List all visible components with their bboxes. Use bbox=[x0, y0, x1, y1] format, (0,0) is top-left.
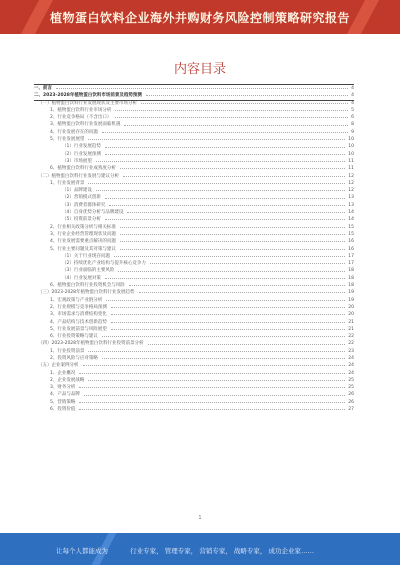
toc-leader-dots bbox=[141, 103, 348, 104]
report-title: 植物蛋白饮料企业海外并购财务风险控制策略研究报告 bbox=[49, 11, 350, 25]
toc-leader-dots bbox=[115, 117, 348, 118]
toc-leader-dots bbox=[102, 336, 345, 337]
toc-entry-title: 4、产品结构与技术创新趋势 bbox=[50, 319, 107, 325]
toc-entry-title: 2、投资风险与应对策略 bbox=[50, 355, 98, 361]
toc-entry-page: 17 bbox=[348, 253, 354, 259]
toc-entry-title: 4、产品与品牌 bbox=[50, 392, 80, 398]
toc-entry-page: 4 bbox=[351, 100, 354, 106]
footer-slogan: 让每个人都能成为 行业专家， 管理专家， 营销专家， 战略专家， 成功企业家…… bbox=[56, 547, 314, 555]
toc-entry[interactable] bbox=[34, 194, 354, 201]
toc-entry-page: 18 bbox=[348, 283, 354, 289]
toc-entry[interactable] bbox=[34, 297, 354, 304]
toc-entry-title: 5、行业主要问题及其对策与建议 bbox=[50, 246, 116, 252]
toc-entry[interactable] bbox=[34, 267, 354, 274]
toc-entry-page: 17 bbox=[348, 261, 354, 267]
toc-leader-dots bbox=[111, 307, 345, 308]
toc-entry-page: 18 bbox=[348, 275, 354, 281]
toc-leader-dots bbox=[106, 300, 345, 301]
toc-entry-page: 13 bbox=[348, 202, 354, 208]
toc-leader-dots bbox=[79, 387, 345, 388]
toc-entry[interactable] bbox=[34, 333, 354, 340]
toc-entry[interactable] bbox=[34, 107, 354, 114]
toc-entry[interactable] bbox=[34, 377, 354, 384]
toc-leader-dots bbox=[150, 263, 345, 264]
toc-entry[interactable] bbox=[34, 231, 354, 238]
toc-entry-title: 4、行业发展需要重点解决的问题 bbox=[50, 239, 116, 245]
toc-entry-page: 5 bbox=[351, 107, 354, 113]
toc-entry-title: 一、前言 bbox=[34, 86, 52, 91]
toc-entry[interactable] bbox=[34, 340, 354, 347]
toc-entry[interactable] bbox=[34, 121, 354, 128]
toc-entry-page: 6 bbox=[351, 115, 354, 121]
toc-entry-page: 12 bbox=[348, 173, 354, 179]
toc-leader-dots bbox=[105, 198, 345, 199]
toc-entry[interactable] bbox=[34, 238, 354, 245]
toc-entry-title: （四）2023-2028年植物蛋白饮料行业投资前景分析 bbox=[38, 341, 144, 347]
toc-leader-dots bbox=[118, 271, 345, 272]
toc-entry[interactable] bbox=[34, 260, 354, 267]
toc-entry-page: 11 bbox=[348, 166, 354, 172]
toc-section-rule bbox=[34, 100, 354, 101]
toc-entry-page: 12 bbox=[348, 180, 354, 186]
toc-leader-dots bbox=[127, 212, 345, 213]
toc-leader-dots bbox=[83, 365, 346, 366]
toc-entry-title: 1、行业发展背景 bbox=[50, 180, 85, 186]
toc-leader-dots bbox=[114, 256, 345, 257]
toc-leader-dots bbox=[111, 329, 345, 330]
toc-entry-title: （三）2023-2028年植物蛋白饮料行业发展趋势 bbox=[38, 290, 135, 296]
toc-entry-page: 10 bbox=[348, 137, 354, 143]
toc-entry[interactable] bbox=[34, 362, 354, 369]
toc-entry[interactable] bbox=[34, 275, 354, 282]
toc-entry-title: （3）行业面临的主要风险 bbox=[62, 268, 115, 274]
footer-item: 行业专家 bbox=[130, 547, 157, 555]
toc-entry-title: 4、行业发展存在的问题 bbox=[50, 129, 98, 135]
toc-entry-page: 24 bbox=[348, 363, 354, 369]
toc-entry-title: （4）行业发展对策 bbox=[62, 275, 101, 281]
toc-entry-title: 3、市场需求与消费结构变化 bbox=[50, 312, 107, 318]
toc-entry-page: 26 bbox=[348, 392, 354, 398]
toc-entry-page: 19 bbox=[348, 290, 354, 296]
toc-entry-page: 10 bbox=[348, 151, 354, 157]
toc-entry-title: （3）消费者群体研究 bbox=[62, 202, 106, 208]
toc-entry-title: 3、植物蛋白饮料行业发展面临机遇 bbox=[50, 122, 121, 128]
toc-entry-page: 16 bbox=[348, 246, 354, 252]
toc-entry-title: 3、财务分析 bbox=[50, 385, 76, 391]
footer-slogan-lead: 让每个人都能成为 bbox=[56, 547, 108, 555]
toc-entry-page: 12 bbox=[348, 188, 354, 194]
toc-entry[interactable] bbox=[34, 114, 354, 121]
toc-entry[interactable] bbox=[34, 180, 354, 187]
toc-entry-title: 6、植物蛋白饮料行业成熟度分析 bbox=[50, 166, 116, 172]
toc-entry[interactable] bbox=[34, 158, 354, 165]
toc-entry[interactable] bbox=[34, 92, 354, 99]
toc-entry-title: 5、行业发展前景与风险展望 bbox=[50, 326, 107, 332]
footer-item: 管理专家 bbox=[164, 547, 191, 555]
toc-leader-dots bbox=[105, 219, 345, 220]
toc-leader-dots bbox=[79, 409, 345, 410]
toc-entry-page: 22 bbox=[348, 341, 354, 347]
toc-leader-dots bbox=[120, 249, 345, 250]
toc-entry-page: 10 bbox=[348, 144, 354, 150]
toc-heading: 内容目录 bbox=[173, 62, 226, 77]
toc-entry-page: 22 bbox=[348, 334, 354, 340]
toc-entry[interactable] bbox=[34, 224, 354, 231]
toc-entry-page: 21 bbox=[348, 326, 354, 332]
toc-entry[interactable] bbox=[34, 304, 354, 311]
toc-entry[interactable] bbox=[34, 85, 354, 92]
toc-leader-dots bbox=[79, 373, 345, 374]
toc-leader-dots bbox=[84, 395, 345, 396]
footer-item: 成功企业家…… bbox=[268, 547, 314, 555]
toc-entry-page: 23 bbox=[348, 348, 354, 354]
toc-entry-title: 6、行业投资策略与建议 bbox=[50, 334, 98, 340]
toc-entry-page: 13 bbox=[348, 195, 354, 201]
toc-leader-dots bbox=[120, 241, 345, 242]
toc-entry-page: 4 bbox=[351, 86, 354, 91]
toc-entry[interactable] bbox=[34, 129, 354, 136]
toc-entry[interactable] bbox=[34, 384, 354, 391]
toc-entry-page: 27 bbox=[348, 407, 354, 413]
toc-entry-page: 21 bbox=[348, 319, 354, 325]
toc-entry-page: 14 bbox=[348, 217, 354, 223]
toc-entry[interactable] bbox=[34, 187, 354, 194]
toc-leader-dots bbox=[105, 154, 345, 155]
toc-entry-title: （2）行业发展预测 bbox=[62, 151, 101, 157]
toc-entry[interactable] bbox=[34, 406, 354, 413]
toc-entry[interactable] bbox=[34, 399, 354, 406]
toc-leader-dots bbox=[111, 322, 345, 323]
toc-entry-title: 3、行业企业经营管理现状及问题 bbox=[50, 231, 116, 237]
toc-leader-dots bbox=[109, 205, 345, 206]
footer-item: 营销专家 bbox=[199, 547, 226, 555]
toc-entry[interactable] bbox=[34, 173, 354, 180]
toc-leader-dots bbox=[148, 344, 346, 345]
toc-entry[interactable] bbox=[34, 391, 354, 398]
toc-entry[interactable] bbox=[34, 326, 354, 333]
toc-leader-dots bbox=[102, 132, 348, 133]
toc-entry-title: 6、植物蛋白饮料行业投资机会与风险 bbox=[50, 283, 125, 289]
toc-entry-page: 24 bbox=[348, 370, 354, 376]
toc-entry-page: 15 bbox=[348, 231, 354, 237]
toc-leader-dots bbox=[120, 234, 345, 235]
toc-entry[interactable] bbox=[34, 209, 354, 216]
toc-entry-title: 2、行业相关政策分析与相关标准 bbox=[50, 224, 116, 230]
toc-entry-page: 20 bbox=[348, 312, 354, 318]
toc-leader-dots bbox=[123, 176, 345, 177]
toc-entry-title: （二）植物蛋白饮料行业发展与建议分析 bbox=[38, 173, 119, 179]
toc-entry-page: 20 bbox=[348, 304, 354, 310]
toc-entry-title: （4）自身优势分析与品牌建设 bbox=[62, 210, 124, 216]
toc-entry-page: 16 bbox=[348, 239, 354, 245]
toc-entry[interactable] bbox=[34, 370, 354, 377]
toc-leader-dots bbox=[105, 147, 345, 148]
toc-entry-title: （1）关于行业现存问题 bbox=[62, 253, 110, 259]
toc-entry[interactable] bbox=[34, 348, 354, 355]
toc-leader-dots bbox=[56, 88, 348, 89]
toc-entry-page: 4 bbox=[351, 93, 354, 99]
toc-leader-dots bbox=[96, 161, 345, 162]
toc-entry[interactable] bbox=[34, 246, 354, 253]
footer-item: 战略专家 bbox=[233, 547, 260, 555]
toc-entry-title: （1）品牌建设 bbox=[62, 188, 92, 194]
toc-entry-title: （一）植物蛋白饮料行业发展现状及主要市场分析 bbox=[38, 100, 137, 106]
footer-banner bbox=[0, 533, 400, 565]
toc-leader-dots bbox=[88, 183, 345, 184]
toc-entry-title: 5、营销策略 bbox=[50, 399, 76, 405]
toc-entry-page: 25 bbox=[348, 377, 354, 383]
toc-leader-dots bbox=[96, 190, 345, 191]
toc-entry[interactable] bbox=[34, 136, 354, 143]
toc-entry-title: 2、企业发展战略 bbox=[50, 377, 85, 383]
toc-entry-title: 1、行业投资前景 bbox=[50, 348, 85, 354]
toc-entry-title: 1、植物蛋白饮料行业市场分析 bbox=[50, 107, 112, 113]
toc-entry-title: 2、行业竞争格局（不含出口） bbox=[50, 115, 112, 121]
toc-entry-page: 24 bbox=[348, 355, 354, 361]
toc-entry-title: 二、2023-2028年植物蛋白饮料市场前景及趋势预测 bbox=[34, 93, 142, 99]
toc-leader-dots bbox=[102, 358, 345, 359]
toc-leader-dots bbox=[120, 227, 345, 228]
toc-entry-page: 9 bbox=[351, 129, 354, 135]
toc-entry[interactable] bbox=[34, 355, 354, 362]
toc-entry-page: 8 bbox=[351, 122, 354, 128]
toc-entry[interactable] bbox=[34, 289, 354, 296]
toc-entry-title: （5）投资前景分析 bbox=[62, 217, 101, 223]
toc-leader-dots bbox=[105, 278, 345, 279]
toc-entry-page: 25 bbox=[348, 385, 354, 391]
toc-leader-dots bbox=[115, 110, 348, 111]
toc-entry[interactable] bbox=[34, 216, 354, 223]
toc-leader-dots bbox=[124, 125, 348, 126]
toc-leader-dots bbox=[88, 351, 345, 352]
toc-entry[interactable] bbox=[34, 143, 354, 150]
toc-entry-page: 11 bbox=[348, 158, 354, 164]
toc-leader-dots bbox=[79, 402, 345, 403]
toc-entry[interactable] bbox=[34, 253, 354, 260]
toc-entry-title: 2、行业规模与竞争格局预测 bbox=[50, 304, 107, 310]
toc-entry-title: （3）市场展望 bbox=[62, 158, 92, 164]
toc-leader-dots bbox=[139, 292, 346, 293]
toc-leader-dots bbox=[120, 168, 345, 169]
toc-entry-title: （2）营销模式创新 bbox=[62, 195, 101, 201]
toc-entry[interactable] bbox=[34, 319, 354, 326]
toc-entry[interactable] bbox=[34, 282, 354, 289]
toc-entry[interactable] bbox=[34, 311, 354, 318]
page-number: 1 bbox=[198, 515, 202, 521]
toc-entry-page: 14 bbox=[348, 210, 354, 216]
table-of-contents bbox=[34, 85, 354, 413]
toc-leader-dots bbox=[129, 285, 345, 286]
toc-entry-title: 6、投资价值 bbox=[50, 407, 76, 413]
toc-entry-page: 19 bbox=[348, 297, 354, 303]
toc-entry[interactable] bbox=[34, 165, 354, 172]
toc-entry-page: 26 bbox=[348, 399, 354, 405]
toc-entry-title: 5、行业发展展望 bbox=[50, 137, 85, 143]
toc-entry-title: 1、企业概况 bbox=[50, 370, 76, 376]
toc-entry[interactable] bbox=[34, 202, 354, 209]
toc-entry-page: 15 bbox=[348, 224, 354, 230]
toc-entry-title: （1）行业发展趋势 bbox=[62, 144, 101, 150]
toc-leader-dots bbox=[111, 314, 345, 315]
toc-entry-title: 1、宏观政策与产业链分析 bbox=[50, 297, 103, 303]
toc-entry-title: （2）持续优化产业结构与提升核心竞争力 bbox=[62, 261, 146, 267]
toc-entry[interactable] bbox=[34, 151, 354, 158]
toc-entry-page: 18 bbox=[348, 268, 354, 274]
header-banner bbox=[0, 0, 400, 34]
toc-leader-dots bbox=[146, 95, 348, 96]
toc-leader-dots bbox=[88, 139, 345, 140]
toc-leader-dots bbox=[88, 380, 345, 381]
toc-entry-title: （五）企业案例分析 bbox=[38, 363, 79, 369]
